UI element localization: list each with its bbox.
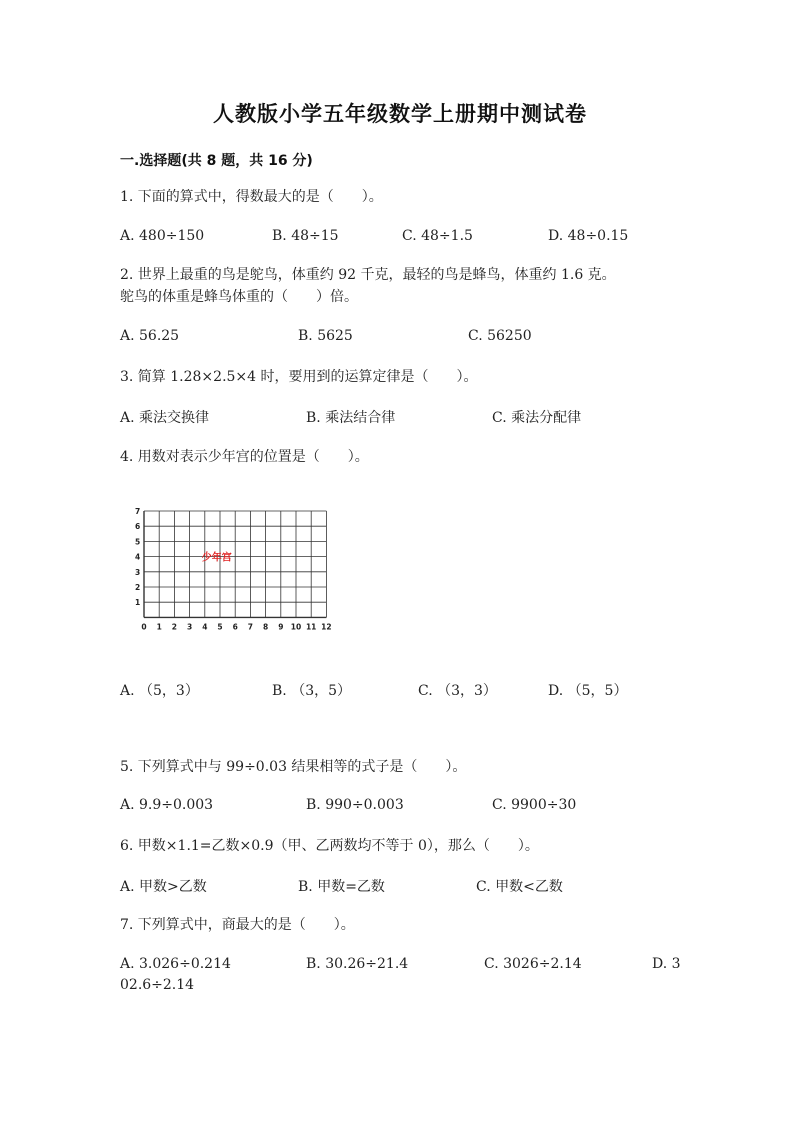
grid-x-tick-label: 12 [321,622,332,632]
q6-option-c: C. 甲数<乙数 [476,879,563,895]
grid-x-tick-label: 3 [186,622,193,632]
question-6: 6. 甲数×1.1=乙数×0.9（甲、乙两数均不等于 0），那么（ ）。 [120,838,539,854]
question-7: 7. 下列算式中，商最大的是（ ）。 [120,917,355,933]
grid-x-labels [141,622,331,631]
q4-option-b: B. （3，5） [272,683,352,699]
question-2-line-1: 2. 世界上最重的鸟是鸵鸟，体重约 92 千克，最轻的鸟是蜂鸟，体重约 1.6 克。 [120,267,616,283]
q1-option-c: C. 48÷1.5 [402,228,473,244]
grid-x-tick-label: 1 [156,622,162,632]
grid-x-tick-label: 10 [290,622,302,632]
question-3: 3. 简算 1.28×2.5×4 时，要用到的运算定律是（ ）。 [120,369,478,385]
q4-option-a: A. （5，3） [120,683,199,699]
q3-option-c: C. 乘法分配律 [492,410,582,426]
page-title: 人教版小学五年级数学上册期中测试卷 [213,102,587,126]
q3-option-a: A. 乘法交换律 [120,410,210,426]
grid-y-tick-label: 4 [135,552,141,562]
q7-option-d-continued: 02.6÷2.14 [120,977,195,993]
grid-x-tick-label: 8 [262,622,269,632]
grid-x-tick-label: 6 [232,622,238,632]
q2-option-a: A. 56.25 [120,328,180,344]
grid-y-tick-label: 5 [135,537,141,547]
grid-y-tick-label: 3 [135,567,141,577]
q5-option-c: C. 9900÷30 [492,797,577,813]
grid-y-tick-label: 7 [135,507,141,516]
question-4: 4. 用数对表示少年宫的位置是（ ）。 [120,449,369,465]
youth-palace-label: 少年宫 [201,552,232,564]
grid-y-tick-label: 6 [135,522,141,532]
q3-option-b: B. 乘法结合律 [306,410,396,426]
grid-lines [144,511,326,617]
q4-option-d: D. （5，5） [548,683,628,699]
q5-option-a: A. 9.9÷0.003 [120,797,214,813]
question-2-line-2: 鸵鸟的体重是蜂鸟体重的（ ）倍。 [120,289,358,305]
q1-option-b: B. 48÷15 [272,228,339,244]
coordinate-grid [126,505,336,635]
q6-option-a: A. 甲数>乙数 [120,879,207,895]
grid-x-tick-label: 4 [202,622,208,632]
q7-option-b: B. 30.26÷21.4 [306,956,409,972]
grid-x-tick-label: 5 [217,622,223,632]
coordinate-grid-figure [126,505,336,635]
grid-x-tick-label: 0 [141,622,147,632]
grid-x-tick-label: 7 [247,622,254,632]
q7-option-c: C. 3026÷2.14 [484,956,582,972]
question-5: 5. 下列算式中与 99÷0.03 结果相等的式子是（ ）。 [120,759,467,775]
q7-option-a: A. 3.026÷0.214 [120,956,231,972]
q7-option-d: D. 3 [652,956,681,972]
section-heading: 一.选择题(共 8 题，共 16 分) [120,153,313,169]
grid-y-labels [135,507,140,607]
grid-y-tick-label: 1 [135,598,141,608]
q1-option-d: D. 48÷0.15 [548,228,629,244]
grid-x-tick-label: 9 [278,622,284,632]
q5-option-b: B. 990÷0.003 [306,797,404,813]
grid-x-tick-label: 2 [171,622,178,632]
grid-x-tick-label: 11 [305,622,317,632]
grid-y-tick-label: 2 [135,583,141,592]
q2-option-b: B. 5625 [298,328,353,344]
q1-option-a: A. 480÷150 [120,228,205,244]
q6-option-b: B. 甲数=乙数 [298,879,385,895]
question-1: 1. 下面的算式中，得数最大的是（ ）。 [120,189,383,205]
q2-option-c: C. 56250 [468,328,532,344]
q4-option-c: C. （3，3） [418,683,497,699]
